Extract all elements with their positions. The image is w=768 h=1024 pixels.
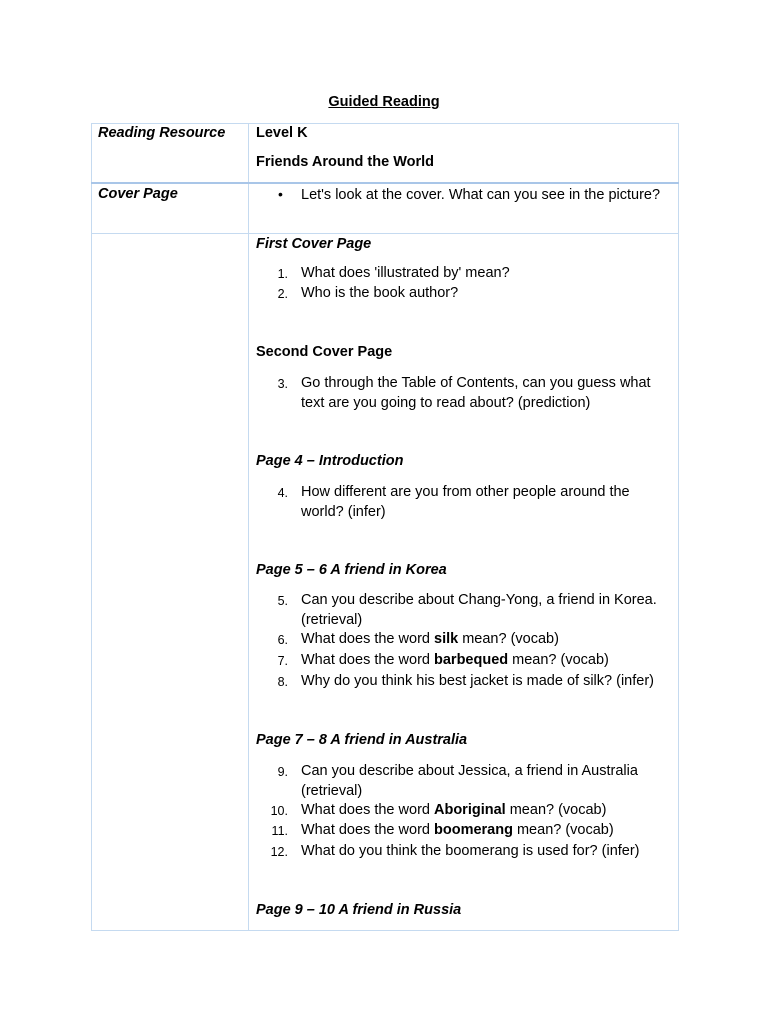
section-heading-first-cover: First Cover Page (256, 236, 372, 252)
question-number: 2. (277, 287, 288, 301)
cover-bullet-text: Let's look at the cover. What can you see in the picture? (301, 187, 661, 203)
section-heading-australia: Page 7 – 8 A friend in Australia (256, 732, 468, 748)
section-heading-second-cover: Second Cover Page (256, 344, 393, 360)
question-number: 8. (277, 675, 288, 689)
question-text: What do you think the boomerang is used for? (infer) (301, 843, 640, 859)
table-border-top (91, 123, 679, 124)
question-number: 11. (271, 824, 288, 838)
question-text: Go through the Table of Contents, can you guess what text are you going to read about? (prediction) (301, 375, 651, 411)
question-text: Can you describe about Jessica, a friend in Australia (retrieval) (301, 763, 638, 799)
document-title: Guided Reading (328, 94, 440, 110)
section-heading-russia: Page 9 – 10 A friend in Russia (256, 902, 462, 918)
table-border-left (91, 123, 92, 931)
question-text: Can you describe about Chang-Yong, a friend in Korea. (retrieval) (301, 592, 657, 628)
bullet-icon: • (278, 186, 283, 202)
question-number: 12. (270, 845, 288, 859)
section-heading-page-4: Page 4 – Introduction (256, 453, 404, 469)
reading-resource-label: Reading Resource (98, 125, 226, 141)
table-column-divider (248, 123, 249, 931)
question-text: Who is the book author? (301, 285, 459, 301)
table-row-divider-1 (91, 182, 679, 184)
table-row-divider-2 (91, 233, 679, 234)
table-border-bottom (91, 930, 679, 931)
question-number: 1. (277, 267, 288, 281)
level-label: Level K (256, 125, 308, 141)
question-number: 9. (277, 765, 288, 779)
question-text: How different are you from other people around the world? (infer) (301, 484, 630, 520)
section-heading-korea: Page 5 – 6 A friend in Korea (256, 562, 447, 578)
question-text: What does the word barbequed mean? (vocab) (301, 652, 609, 668)
question-text: What does the word Aboriginal mean? (vocab) (301, 802, 607, 818)
question-text: What does the word silk mean? (vocab) (301, 631, 559, 647)
book-title: Friends Around the World (256, 154, 435, 170)
question-number: 3. (277, 377, 288, 391)
question-text: What does the word boomerang mean? (vocab) (301, 822, 614, 838)
question-number: 7. (277, 654, 288, 668)
table-border-right (678, 123, 679, 931)
question-number: 4. (277, 486, 288, 500)
question-number: 10. (270, 804, 288, 818)
question-text: What does 'illustrated by' mean? (301, 265, 510, 281)
question-number: 5. (277, 594, 288, 608)
cover-page-label: Cover Page (98, 186, 178, 202)
question-number: 6. (277, 633, 288, 647)
question-text: Why do you think his best jacket is made of silk? (infer) (301, 673, 654, 689)
